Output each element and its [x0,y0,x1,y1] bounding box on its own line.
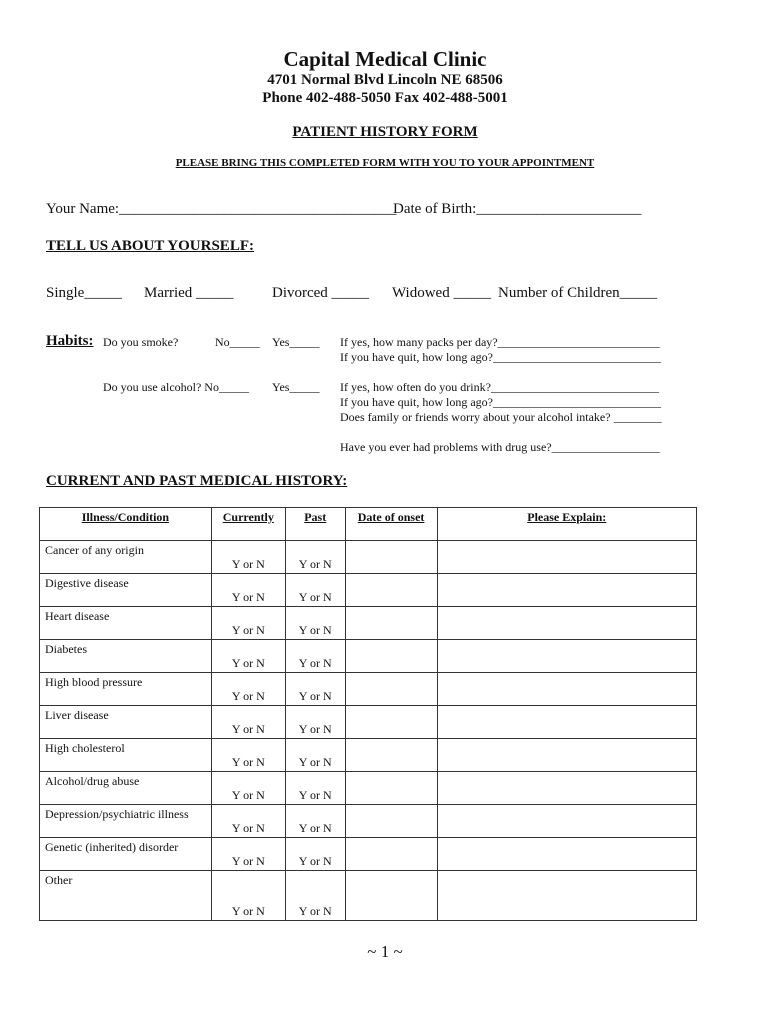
explain-cell[interactable] [437,673,697,706]
explain-cell[interactable] [437,838,697,871]
table-row [40,541,697,574]
past-cell[interactable] [285,541,345,574]
currently-yn: Y or N [231,788,265,802]
explain-cell[interactable] [437,706,697,739]
habits-label: Habits: [46,333,94,349]
date-onset-cell[interactable] [345,541,437,574]
explain-cell[interactable] [437,772,697,805]
currently-yn: Y or N [231,722,265,736]
currently-cell[interactable] [211,772,285,805]
form-instruction: PLEASE BRING THIS COMPLETED FORM WITH YOU TO YOUR APPOINTMENT [175,157,595,169]
alcohol-quit-field[interactable]: If you have quit, how long ago?____________________________ [340,395,661,409]
table-row [40,640,697,673]
married-field[interactable]: Married _____ [144,285,234,301]
divorced-field[interactable]: Divorced _____ [272,285,370,301]
past-cell[interactable] [285,706,345,739]
past-yn: Y or N [298,755,332,769]
explain-cell[interactable] [437,871,697,921]
date-onset-cell[interactable] [345,706,437,739]
past-yn: Y or N [298,557,332,571]
condition-name: Other [40,871,212,921]
explain-cell[interactable] [437,805,697,838]
currently-cell[interactable] [211,838,285,871]
past-cell[interactable] [285,838,345,871]
past-yn: Y or N [298,722,332,736]
condition-name: Genetic (inherited) disorder [40,838,212,871]
past-cell[interactable] [285,805,345,838]
drink-frequency-field[interactable]: If yes, how often do you drink?____________________________ [340,380,659,394]
single-field[interactable]: Single_____ [46,285,122,301]
condition-name: Diabetes [40,640,212,673]
past-cell[interactable] [285,640,345,673]
medical-history-table [39,507,697,921]
family-worry-field[interactable]: Does family or friends worry about your alcohol intake? ________ [340,410,662,424]
date-onset-cell[interactable] [345,607,437,640]
past-cell[interactable] [285,871,345,921]
date-onset-cell[interactable] [345,640,437,673]
table-row [40,673,697,706]
past-yn: Y or N [298,656,332,670]
currently-cell[interactable] [211,805,285,838]
explain-cell[interactable] [437,739,697,772]
currently-cell[interactable] [211,673,285,706]
currently-yn: Y or N [231,755,265,769]
past-yn: Y or N [298,821,332,835]
condition-name: Liver disease [40,706,212,739]
past-yn: Y or N [298,854,332,868]
smoke-yes-field[interactable]: Yes_____ [272,335,320,349]
table-row [40,772,697,805]
col-explain: Please Explain: [437,508,697,541]
condition-name: Alcohol/drug abuse [40,772,212,805]
children-field[interactable]: Number of Children_____ [498,285,658,301]
packs-per-day-field[interactable]: If yes, how many packs per day?___________________________ [340,335,660,349]
currently-cell[interactable] [211,607,285,640]
date-onset-cell[interactable] [345,739,437,772]
past-cell[interactable] [285,772,345,805]
past-yn: Y or N [298,689,332,703]
past-cell[interactable] [285,739,345,772]
table-row [40,805,697,838]
condition-name: High blood pressure [40,673,212,706]
currently-yn: Y or N [231,557,265,571]
condition-name: Heart disease [40,607,212,640]
date-onset-cell[interactable] [345,838,437,871]
table-row [40,838,697,871]
currently-yn: Y or N [231,904,265,918]
col-date-onset: Date of onset [345,508,437,541]
explain-cell[interactable] [437,541,697,574]
smoke-question: Do you smoke? [103,335,179,349]
clinic-name: Capital Medical Clinic [283,47,487,71]
table-row [40,607,697,640]
explain-cell[interactable] [437,640,697,673]
alcohol-yes-field[interactable]: Yes_____ [272,380,320,394]
about-heading: TELL US ABOUT YOURSELF: [46,238,254,254]
dob-field[interactable]: Date of Birth:______________________ [393,201,642,217]
currently-cell[interactable] [211,871,285,921]
past-yn: Y or N [298,623,332,637]
explain-cell[interactable] [437,607,697,640]
table-row [40,706,697,739]
currently-yn: Y or N [231,590,265,604]
condition-name: Cancer of any origin [40,541,212,574]
drug-use-field[interactable]: Have you ever had problems with drug use?__________________ [340,440,660,454]
past-cell[interactable] [285,673,345,706]
past-yn: Y or N [298,788,332,802]
currently-cell[interactable] [211,640,285,673]
col-currently: Currently [211,508,285,541]
past-cell[interactable] [285,574,345,607]
date-onset-cell[interactable] [345,673,437,706]
currently-yn: Y or N [231,854,265,868]
date-onset-cell[interactable] [345,772,437,805]
condition-name: High cholesterol [40,739,212,772]
currently-yn: Y or N [231,656,265,670]
table-row [40,739,697,772]
col-past: Past [285,508,345,541]
currently-cell[interactable] [211,541,285,574]
smoke-no-field[interactable]: No_____ [215,335,260,349]
table-row [40,574,697,607]
past-yn: Y or N [298,904,332,918]
medical-heading: CURRENT AND PAST MEDICAL HISTORY: [46,473,348,489]
date-onset-cell[interactable] [345,805,437,838]
alcohol-question[interactable]: Do you use alcohol? No_____ [103,380,249,394]
currently-yn: Y or N [231,689,265,703]
name-field[interactable]: Your Name:_____________________________________ [46,201,397,217]
condition-name: Digestive disease [40,574,212,607]
currently-cell[interactable] [211,739,285,772]
clinic-address: 4701 Normal Blvd Lincoln NE 68506 [267,72,503,88]
widowed-field[interactable]: Widowed _____ [392,285,491,301]
col-illness: Illness/Condition [40,508,212,541]
date-onset-cell[interactable] [345,871,437,921]
page-number: ~ 1 ~ [367,942,403,961]
currently-cell[interactable] [211,706,285,739]
explain-cell[interactable] [437,574,697,607]
clinic-phone-fax: Phone 402-488-5050 Fax 402-488-5001 [262,90,508,106]
currently-cell[interactable] [211,574,285,607]
table-row [40,871,697,921]
date-onset-cell[interactable] [345,574,437,607]
smoke-quit-field[interactable]: If you have quit, how long ago?____________________________ [340,350,661,364]
past-yn: Y or N [298,590,332,604]
currently-yn: Y or N [231,821,265,835]
currently-yn: Y or N [231,623,265,637]
past-cell[interactable] [285,607,345,640]
condition-name: Depression/psychiatric illness [40,805,212,838]
form-title: PATIENT HISTORY FORM [292,124,478,140]
